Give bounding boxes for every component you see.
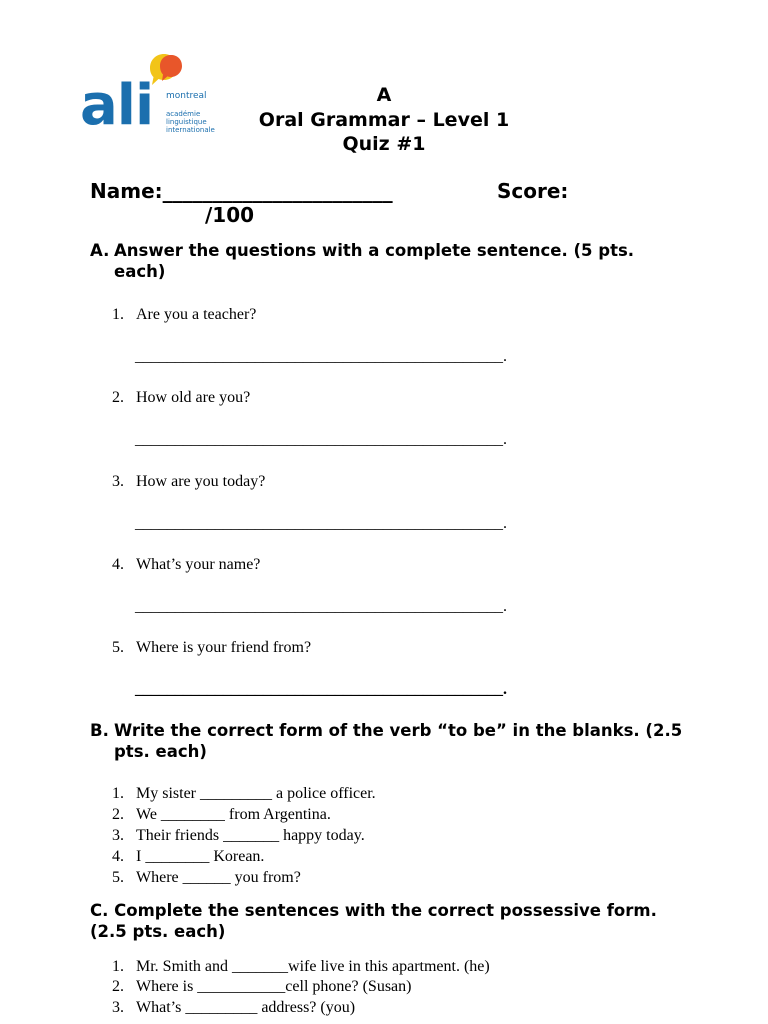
list-item: 4. I ________ Korean.: [112, 848, 265, 865]
list-item: 2. Where is ___________cell phone? (Susan): [112, 978, 412, 995]
question-1: 1. Are you a teacher?: [112, 306, 257, 323]
name-field[interactable]: Name:_______________________: [90, 179, 393, 203]
section-c-heading: C. Complete the sentences with the correct possessive form. (2.5 pts. each): [90, 901, 657, 941]
list-item: 2. We ________ from Argentina.: [112, 806, 331, 823]
list-item: 1. Mr. Smith and _______wife live in this apartment. (he): [112, 958, 490, 975]
logo-subtitle: académie linguistique internationale: [166, 110, 215, 134]
score-label: Score:: [497, 179, 569, 203]
list-item: 3. Their friends _______ happy today.: [112, 827, 365, 844]
question-3: 3. How are you today?: [112, 473, 266, 490]
question-4: 4. What’s your name?: [112, 556, 261, 573]
list-item: 5. Where ______ you from?: [112, 869, 301, 886]
answer-line-5[interactable]: ______________________________________________.: [135, 681, 507, 698]
answer-line-2[interactable]: ______________________________________________.: [135, 431, 507, 448]
question-2: 2. How old are you?: [112, 389, 251, 406]
course-title: Oral Grammar – Level 1: [258, 109, 510, 131]
list-item: 1. My sister _________ a police officer.: [112, 785, 376, 802]
section-b-heading: B. Write the correct form of the verb “to be” in the blanks. (2.5 pts. each): [90, 721, 683, 761]
question-5: 5. Where is your friend from?: [112, 639, 312, 656]
list-item: 3. What’s _________ address? (you): [112, 999, 356, 1016]
answer-line-4[interactable]: ______________________________________________.: [135, 598, 507, 615]
logo-wordmark: ali: [80, 73, 154, 138]
quiz-number: Quiz #1: [342, 133, 426, 155]
score-total: /100: [205, 203, 255, 227]
section-a-heading: A. Answer the questions with a complete sentence. (5 pts. each): [90, 241, 635, 281]
logo-city: montreal: [166, 91, 207, 101]
quiz-version: A: [376, 84, 392, 106]
answer-line-1[interactable]: ______________________________________________.: [135, 348, 507, 365]
answer-line-3[interactable]: ______________________________________________.: [135, 515, 507, 532]
